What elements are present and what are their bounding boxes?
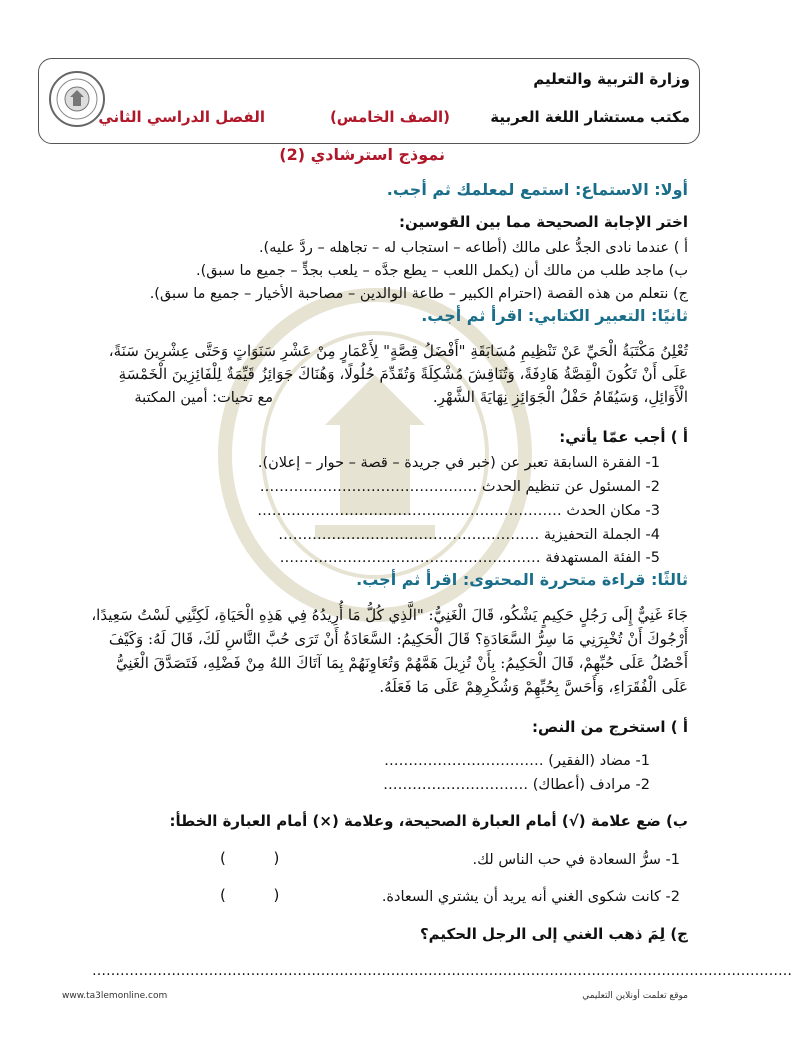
writing-passage-line-1: تُعْلِنُ مَكْتَبَةُ الْحَيِّ عَنْ تَنْظِيمِ مُسَابَقَةِ "أَفْضَلُ قِصَّةٍ" لِأَعْمَارٍ مِنْ عَشْرِ سَنَوَاتٍ وَحَتَّى عِشْرِينَ سَنَةً، — [108, 342, 688, 360]
term-label: الفصل الدراسي الثاني — [98, 108, 265, 126]
listening-heading: أولا: الاستماع: استمع لمعلمك ثم أجب. — [386, 180, 688, 199]
footer-site-name: موقع تعلمت أونلاين التعليمي — [582, 991, 688, 1001]
writing-question-5: 5- الفئة المستهدفة ……………………………………………… — [279, 550, 660, 566]
extract-item-1: 1- مضاد (الفقير) …………………………… — [384, 753, 650, 769]
grade-label: (الصف الخامس) — [329, 108, 450, 126]
writing-question-1: 1- الفقرة السابقة تعبر عن (خبر في جريدة – قصة – حوار – إعلان). — [257, 455, 660, 471]
listening-item-b: ب) ماجد طلب من مالك أن (يكمل اللعب – يطع جدَّه – يلعب بجدٍّ – جميع ما سبق). — [195, 263, 688, 279]
writing-question-2: 2- المسئول عن تنظيم الحدث ……………………………………… — [259, 479, 660, 495]
listening-instruction: اختر الإجابة الصحيحة مما بين القوسين: — [399, 213, 688, 231]
listening-item-a: أ ) عندما نادى الجدُّ على مالك (أطاعه – استجاب له – تجاهله – ردَّ عليه). — [258, 240, 688, 256]
listening-item-c: ج) نتعلم من هذه القصة (احترام الكبير – طاعة الوالدين – مصاحبة الأخيار – جميع ما سبق). — [149, 286, 688, 302]
reading-passage-line-2: أَرْجُوكَ أَنْ تُخْبِرَنِي مَا سِرُّ السَّعَادَةِ؟ قَالَ الْحَكِيمُ: السَّعَادَةُ أَنْ تَرَى حُبَّ النَّاسِ لَكَ، قَالَ لَهُ: وَكَيْفَ — [108, 630, 688, 648]
reading-passage-line-1: جَاءَ غَنِيٌّ إِلَى رَجُلٍ حَكِيمٍ يَشْكُو، قَالَ الْغَنِيُّ: "الَّذِي كُلُّ مَا أُرِيدُهُ فِي هَذِهِ الْحَيَاةِ، لَكِنَّنِي لَسْتُ سَعِيدًا، — [91, 606, 688, 624]
writing-signature: مع تحيات: أمين المكتبة — [134, 390, 273, 406]
true-false-item-1: 1- سرُّ السعادة في حب الناس لك. — [472, 852, 680, 868]
writing-question-heading: أ ) أجب عمّا يأتي: — [559, 428, 688, 446]
footer-website: www.ta3lemonline.com — [62, 991, 168, 1001]
writing-question-3: 3- مكان الحدث ……………………………………………………… — [257, 503, 660, 519]
writing-passage-line-3: الْأَوَائِلِ، وَسَيُقَامُ حَفْلُ الْجَوَائِزِ نِهَايَةَ الشَّهْرِ. — [432, 388, 688, 406]
extract-item-2: 2- مرادف (أعطاك) ………………………… — [383, 777, 650, 793]
ministry-name: وزارة التربية والتعليم — [533, 70, 690, 88]
writing-passage-line-2: عَلَى أَنْ تَكُونَ الْقِصَّةُ هَادِفَةً، وَتُنَاقِشَ مُشْكِلَةً وَتُقَدِّمَ حُلُولًا، وَهُنَاكَ جَوَائِزُ قَيِّمَةٌ لِلْفَائِزِينَ الْخَمْسَةِ — [118, 365, 688, 383]
true-false-heading: ب) ضع علامة (√) أمام العبارة الصحيحة، وعلامة (×) أمام العبارة الخطأ: — [169, 812, 688, 830]
ministry-seal-icon — [48, 70, 106, 128]
reading-passage-line-3: أَحْصُلُ عَلَى حُبِّهِمْ، قَالَ الْحَكِيمُ: بِأَنْ تُزِيلَ هَمَّهُمْ وَتُعَاوِنَهُمْ بِمَا آتَاكَ اللهُ مِنْ فَضْلِهِ، فَتَصَدَّقَ الْغَنِيُّ — [115, 654, 688, 672]
reading-heading: ثالثًا: قراءة متحررة المحتوى: اقرأ ثم أجب. — [356, 570, 688, 589]
true-false-answer-1[interactable]: ( ) — [220, 849, 280, 867]
page-title: نموذج استرشادي (2) — [279, 145, 445, 164]
writing-question-4: 4- الجملة التحفيزية ……………………………………………… — [278, 527, 660, 543]
office-name: مكتب مستشار اللغة العربية — [490, 108, 690, 126]
true-false-item-2: 2- كانت شكوى الغني أنه يريد أن يشتري السعادة. — [381, 889, 680, 905]
writing-heading: ثانيًا: التعبير الكتابي: اقرأ ثم أجب. — [421, 306, 688, 325]
extract-heading: أ ) استخرج من النص: — [532, 718, 688, 736]
true-false-answer-2[interactable]: ( ) — [220, 886, 280, 904]
reading-passage-line-4: عَلَى الْفُقَرَاءِ، وَأَحَسَّ بِحُبِّهِمْ وَشُكْرِهِمْ عَلَى مَا فَعَلَهُ. — [379, 678, 688, 696]
answer-line[interactable]: …………………………………………………………………………………………………………………………………… — [92, 963, 792, 979]
final-question: ج) لِمَ ذهب الغني إلى الرجل الحكيم؟ — [419, 925, 688, 943]
